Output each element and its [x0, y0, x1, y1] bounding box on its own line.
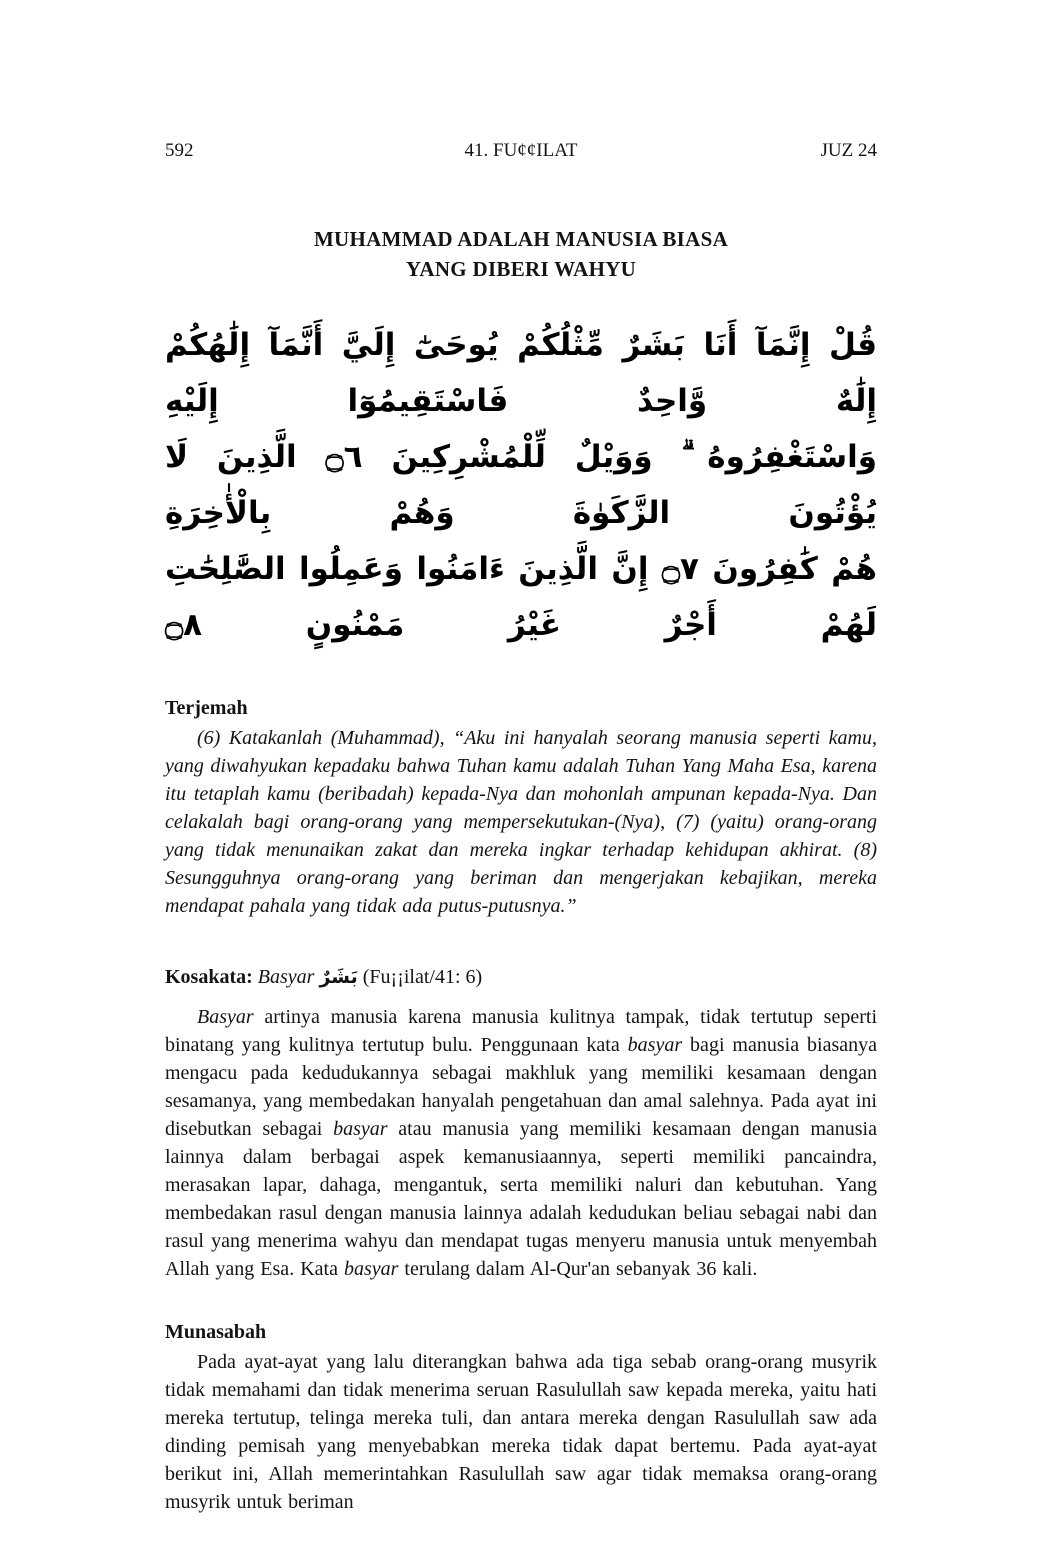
- kosakata-run-6: basyar: [343, 1257, 399, 1280]
- kosakata-term-arabic: بَشَرٌ: [319, 965, 358, 988]
- section-title-line2: YANG DIBERI WAHYU: [405, 257, 637, 282]
- kosakata-label: Kosakata:: [165, 965, 253, 988]
- terjemah-section: [165, 697, 877, 920]
- page-number: 592: [165, 140, 194, 161]
- munasabah-body: Pada ayat-ayat yang lalu diterangkan bahwa ada tiga sebab orang-orang musyrik tidak memahami dan tidak menerima seruan Rasulullah saw kepada mereka, yaitu hati mereka tertutup, telinga mereka tuli, dan antara mereka dengan Rasulullah saw ada dinding pemisah yang menyebabkan mereka tidak dapat bertemu. Pada ayat-ayat berikut ini, Allah memerintahkan Rasulullah saw agar tidak memaksa orang-orang musyrik untuk beriman: [165, 1350, 877, 1513]
- terjemah-heading: Terjemah: [165, 696, 248, 719]
- section-title: [165, 224, 877, 285]
- arabic-verse-block: [165, 317, 877, 653]
- page-header: [165, 140, 877, 162]
- section-title-line1: MUHAMMAD ADALAH MANUSIA BIASA: [313, 227, 729, 251]
- kosakata-run-7: terulang dalam Al-Qur'an sebanyak 36 kali.: [398, 1257, 758, 1280]
- kosakata-section: [165, 966, 877, 1283]
- arabic-verse-line-2: وَاسْتَغْفِرُوهُ ۗ وَوَيْلٌ لِّلْمُشْرِكِينَ ۝٦ الَّذِينَ لَا يُؤْتُونَ الزَّكَوٰةَ وَهُمْ بِالْأٰخِرَةِ: [165, 438, 877, 531]
- munasabah-section: [165, 1321, 877, 1516]
- arabic-verse-line-1: قُلْ إِنَّمَآ أَنَا بَشَرٌ مِّثْلُكُمْ يُوحَىٰٓ إِلَيَّ أَنَّمَآ إِلَٰهُكُمْ إِلَٰهٌ وَّاحِدٌ فَاسْتَقِيمُوٓا إِلَيْهِ: [165, 326, 877, 419]
- terjemah-body: (6) Katakanlah (Muhammad), “Aku ini hanyalah seorang manusia seperti kamu, yang diwahyukan kepadaku bahwa Tuhan kamu adalah Tuhan Yang Maha Esa, karena itu tetaplah kamu (beribadah) kepada-Nya dan mohonlah ampunan kepada-Nya. Dan celakalah bagi orang-orang yang mempersekutukan-(Nya), (7) (yaitu) orang-orang yang tidak menunaikan zakat dan mereka ingkar terhadap kehidupan akhirat. (8) Sesungguhnya orang-orang yang beriman dan mengerjakan kebajikan, mereka mendapat pahala yang tidak ada putus-putusnya.”: [165, 726, 877, 917]
- kosakata-run-4: basyar: [333, 1117, 388, 1140]
- kosakata-term: Basyar: [257, 965, 315, 988]
- kosakata-reference: (Fu¡¡ilat/41: 6): [362, 965, 483, 988]
- kosakata-body: [165, 1003, 877, 1283]
- arabic-verse-line-3: هُمْ كَٰفِرُونَ ۝٧ إِنَّ الَّذِينَ ءَامَنُوا وَعَمِلُوا الصَّٰلِحَٰتِ لَهُمْ أَجْرٌ غَيْرُ مَمْنُونٍ ۝٨: [165, 550, 877, 643]
- kosakata-run-2: basyar: [627, 1033, 683, 1056]
- surah-header-title: 41. FU¢¢ILAT: [464, 140, 578, 161]
- juz-label: JUZ 24: [820, 140, 877, 161]
- kosakata-run-1: artinya manusia karena manusia kulitnya tampak, tidak tertutup seperti binatang yang kulitnya tertutup bulu. Penggunaan kata: [165, 1005, 877, 1056]
- kosakata-heading: [165, 966, 877, 989]
- kosakata-run-0: Basyar: [197, 1005, 254, 1028]
- kosakata-run-3: bagi manusia biasanya mengacu pada kedudukannya sebagai makhluk yang memiliki kesamaan dengan sesamanya, yang membedakan hanyalah pengetahuan dan amal salehnya. Pada ayat ini disebutkan sebagai: [165, 1033, 877, 1140]
- kosakata-run-5: atau manusia yang memiliki kesamaan dengan manusia lainnya dalam berbagai aspek kemanusiaannya, seperti memiliki pancaindra, merasakan lapar, dahaga, mengantuk, serta memiliki naluri dan kebutuhan. Yang membedakan rasul dengan manusia lainnya adalah kedudukan beliau sebagai nabi dan rasul yang menerima wahyu dan mendapat tugas menyeru manusia untuk menyembah Allah yang Esa. Kata: [165, 1117, 877, 1280]
- munasabah-heading: Munasabah: [165, 1320, 267, 1343]
